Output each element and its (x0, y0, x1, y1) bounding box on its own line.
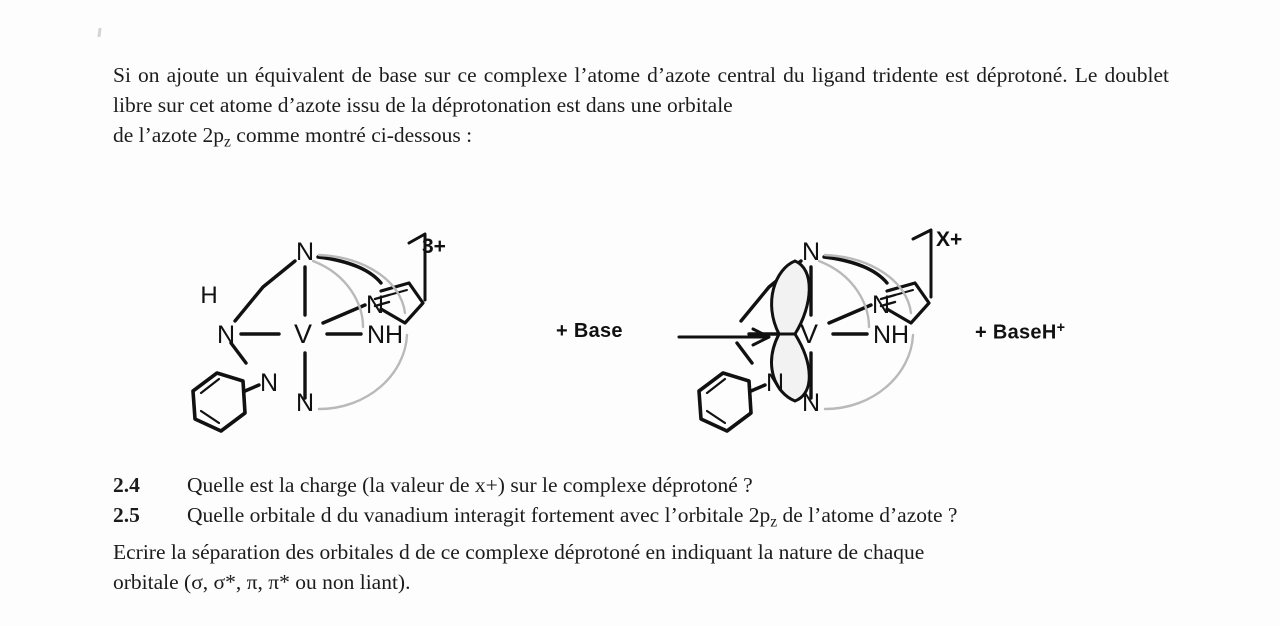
atom-label-v-left: V (293, 319, 313, 349)
subscript-z: z (224, 133, 231, 151)
atom-label-n-double-right: N (871, 291, 891, 319)
atom-label-n-top-left: N (295, 238, 315, 266)
reagent-label: + Base (556, 320, 623, 342)
intro-line-3-post: comme montré ci-dessous : (230, 123, 473, 147)
atom-label-n-left: N (216, 321, 236, 349)
atom-label-n-top-right: N (801, 238, 821, 266)
byproduct-text: + BaseH (975, 321, 1057, 344)
question-2-5-subscript: z (770, 513, 778, 531)
atom-label-nh-left: NH (366, 321, 404, 349)
question-2-5-text-pre: Quelle orbitale d du vanadium interagit fortement avec l’orbitale 2p (187, 503, 771, 527)
charge-label-left: 3+ (422, 235, 446, 258)
intro-line-2: déprotoné. Le doublet libre sur cet atome d’azote issu de la déprotonation est dans une orbitale (113, 63, 1169, 117)
byproduct-label (975, 320, 1065, 344)
question-2-4-number: 2.4 (113, 473, 140, 497)
intro-line-1: Si on ajoute un équivalent de base sur ce complexe l’atome d’azote central du ligand tridente est (113, 63, 970, 87)
atom-label-v-right: V (799, 319, 819, 349)
atom-label-n-bottom-left: N (295, 389, 315, 417)
atom-label-n-pyridine-right: N (765, 369, 785, 397)
atom-label-n-double-left: N (365, 291, 385, 319)
question-2-5-number: 2.5 (113, 503, 140, 527)
reaction-scheme (113, 195, 1173, 455)
atom-label-nh-right: NH (872, 321, 910, 349)
atom-label-n-pyridine-left: N (259, 369, 279, 397)
question-2-4-text: Quelle est la charge (la valeur de x+) sur le complexe déprotoné ? (187, 473, 753, 497)
tail-line-2: orbitale (σ, σ*, π, π* ou non liant). (113, 570, 411, 595)
question-2-5-text-post: de l’atome d’azote ? (777, 503, 958, 527)
byproduct-charge: + (1056, 320, 1066, 336)
tail-line-1: Ecrire la séparation des orbitales d de ce complexe déprotoné en indiquant la nature de chaque (113, 540, 925, 565)
atom-label-n-bottom-right: N (801, 389, 821, 417)
questions-block (113, 470, 1173, 597)
question-2-4 (113, 470, 1173, 500)
scan-speck (97, 28, 101, 37)
intro-line-3-pre: de l’azote 2p (113, 123, 225, 147)
charge-label-right: X+ (936, 228, 963, 251)
atom-label-h-left: H (200, 282, 218, 309)
intro-line-3 (113, 120, 1169, 157)
intro-paragraph (113, 60, 1169, 157)
bracket-right-complex (913, 230, 931, 297)
question-2-5 (113, 500, 1173, 537)
